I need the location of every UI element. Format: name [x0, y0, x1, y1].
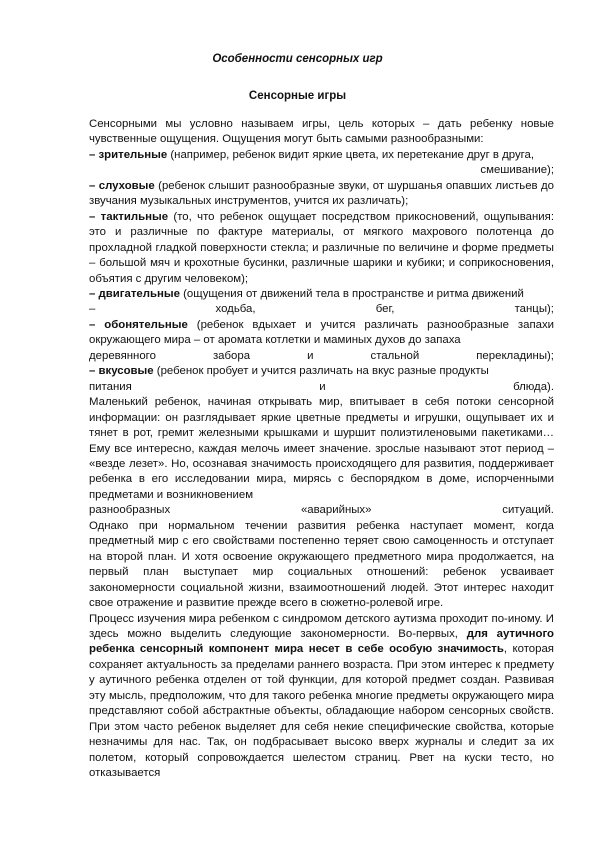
- paragraph-text: (ощущения от движений тела в пространстве и ритма движений: [179, 287, 524, 300]
- term-visual: – зрительные: [89, 148, 168, 161]
- paragraph-line: [89, 302, 554, 317]
- paragraph-autism: [89, 612, 554, 782]
- paragraph-text: смешивание);: [480, 164, 554, 177]
- term-tactile: – тактильные: [89, 210, 169, 223]
- term-auditory: – слуховые: [89, 179, 155, 192]
- word: «аварийных»: [300, 504, 372, 517]
- paragraph-text: Сенсорными мы условно называем игры, цель которых – дать ребенку новые чувственные ощущения. Ощущения могут быть самыми разнообразными:: [89, 118, 554, 146]
- paragraph-sensory-types: [89, 117, 554, 163]
- paragraph-text: , которая сохраняет актуальность за пределами раннего возраста. При этом интерес к предмету у аутичного ребенка отделен от той функции, для которой предмет создан. Развивая эту мысль, предположим, что для такого ребенка многие предметы окружающего мира представляют собой абстрактные объекты, обладающие набором сенсорных свойств. При этом часто ребенок выделяет для себя некие специфические свойства, которые незначимы для нас. Так, он подбрасывает высоко вверх журналы и следит за их полетом, который сопровождается шелестом страниц. Рвет на куски тесто, но отказывается: [89, 643, 554, 780]
- word: –: [89, 303, 96, 316]
- paragraph-line: [89, 163, 554, 178]
- word: забора: [212, 349, 251, 362]
- paragraph-text: (ребенок вдыхает и учится различать разнообразные запахи окружающего мира – от аромата котлетки и маминых духов до запаха: [89, 318, 555, 347]
- word: танцы);: [514, 303, 554, 316]
- word: питания: [89, 380, 132, 393]
- paragraph-text: Процесс изучения мира ребенком с синдромом детского аутизма проходит по-иному. И здесь можно выделить следующие закономерности. Во-первых,: [89, 612, 554, 640]
- word: блюда).: [513, 380, 554, 393]
- document-body: [89, 117, 554, 781]
- paragraph-line: [89, 179, 554, 303]
- document-title: Особенности сенсорных игр: [212, 53, 383, 65]
- paragraph-line: [89, 380, 554, 395]
- paragraph-normal-development: Однако при нормальном течении развития ребенка наступает момент, когда предметный мир с его свойствами постепенно теряет свою самоценность и отступает на второй план. И хотя освоение окружающего предметного мира продолжается, на первый план выступает мир социальных отношений: ребенок усваивает закономерности социальной жизни, взаимоотношений людей. Этот интерес находит свое отражение и развитие прежде всего в сюжетно-ролевой игре.: [89, 519, 554, 610]
- paragraph-text: (ребенок слышит разнообразные звуки, от шуршанья опавших листьев до звучания музыкальных инструментов, учится их различать);: [89, 179, 555, 208]
- word: стальной: [370, 349, 420, 362]
- word: бег,: [375, 303, 395, 316]
- word: и: [307, 349, 314, 362]
- term-olfactory: – обонятельные: [89, 318, 188, 331]
- paragraph-text: (ребенок пробует и учится различать на вкус разные продукты: [153, 365, 489, 378]
- emphasis-text: для аутичного ребенка сенсорный компонент мира несет в себе особую значимость: [89, 627, 555, 656]
- term-motor: – двигательные: [89, 287, 180, 300]
- paragraph-line: [89, 503, 554, 518]
- word: перекладины);: [476, 349, 554, 362]
- document-subtitle: Сенсорные игры: [248, 90, 347, 102]
- word: ходьба,: [215, 303, 256, 316]
- paragraph-line: [89, 318, 554, 349]
- word: разнообразных: [89, 504, 171, 517]
- term-gustatory: – вкусовые: [89, 365, 154, 378]
- paragraph-line: [89, 349, 554, 364]
- paragraph-line: [89, 364, 554, 379]
- word: деревянного: [89, 349, 156, 362]
- paragraph-text: (например, ребенок видит яркие цвета, их перетекание друг в друга,: [167, 148, 535, 161]
- word: ситуаций.: [502, 504, 554, 517]
- paragraph-child-exploration: [89, 395, 554, 503]
- paragraph-text: Маленький ребенок, начиная открывать мир, впитывает в себя потоки сенсорной информации: он разглядывает яркие цветные предметы и игрушки, ощупывает их и тянет в рот, гремит железными крышками и шуршит полиэтиленовыми пакетиками… Ему все интересно, каждая мелочь имеет значение. зрослые называют этот период – «везде лезет». Но, осознавая значимость происходящего для развития, поддерживает ребенка в его исследовании мира, мирясь с беспорядком в доме, испорченными предметами и возникновением: [89, 396, 554, 501]
- word: и: [319, 380, 326, 393]
- paragraph-text: (то, что ребенок ощущает посредством прикосновений, ощупывания: это и различные по фактуре материалы, от мягкого махрового полотенца до прохладной гладкой поверхности стекла; и различные по величине и форме предметы – большой мяч и крохотные бусинки, различные шарики и кубики; и соприкосновения, объятия с другим человеком);: [89, 210, 554, 285]
